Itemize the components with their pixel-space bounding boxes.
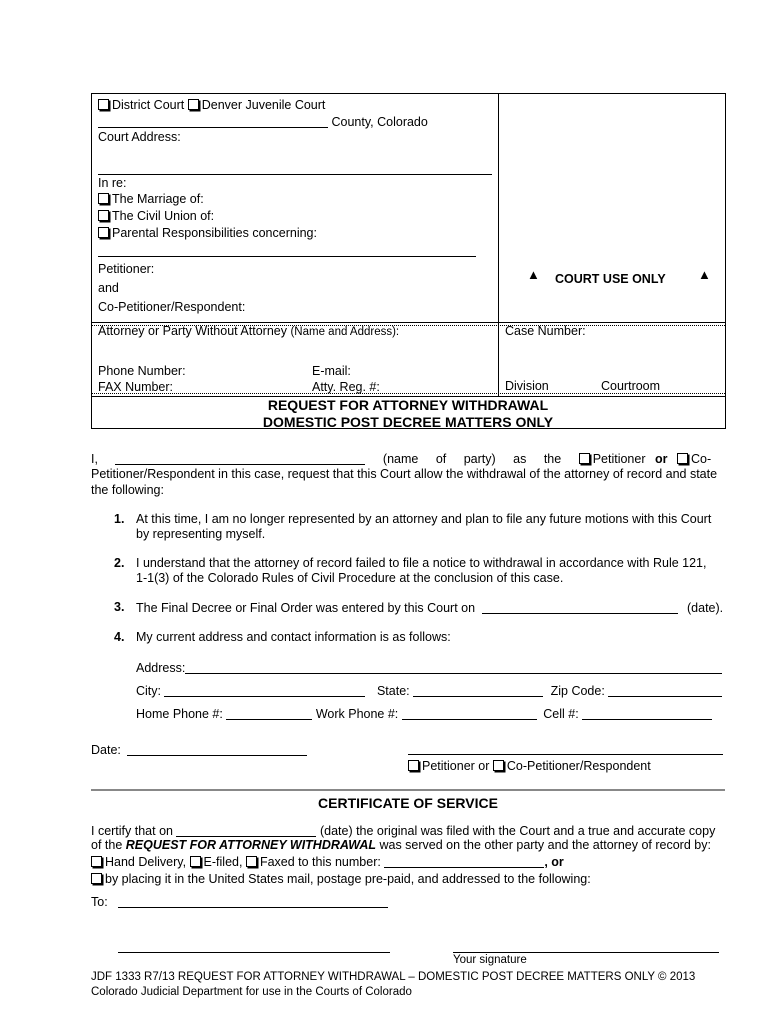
- home-phone-label: Home Phone #:: [136, 707, 223, 721]
- item-1-line1: At this time, I am no longer represented by an attorney and plan to file any future motions with this Court: [136, 512, 712, 526]
- intro-or: or: [654, 452, 668, 466]
- date-label: Date:: [91, 743, 121, 757]
- intro-line3: the following:: [91, 483, 164, 497]
- marriage-label: The Marriage of:: [112, 192, 204, 206]
- footer-line1: JDF 1333 R7/13 REQUEST FOR ATTORNEY WITHDRAWAL – DOMESTIC POST DECREE MATTERS ONLY © 2013: [91, 971, 696, 983]
- certificate-line2: [91, 838, 711, 852]
- item-3-text: The Final Decree or Final Order was entered by this Court on: [136, 601, 476, 615]
- hand-delivery-label: Hand Delivery,: [105, 855, 187, 869]
- zip-field[interactable]: [608, 683, 722, 697]
- cert-form-name: REQUEST FOR ATTORNEY WITHDRAWAL: [125, 838, 376, 852]
- item-4-line1: My current address and contact information is as follows:: [136, 630, 451, 644]
- cert-line2-end: was served on the other party and the attorney of record by:: [379, 838, 711, 852]
- intro-co-label: Co-: [690, 452, 712, 466]
- date-row: [91, 742, 307, 757]
- signer-role: [408, 759, 651, 773]
- up-arrow-icon: ▲: [698, 267, 711, 282]
- district-court-checkbox[interactable]: [98, 99, 109, 110]
- attorney-label-text: Attorney or Party Without Attorney: [98, 324, 287, 338]
- juvenile-court-label: Denver Juvenile Court: [201, 98, 326, 112]
- item-2-line2: 1-1(3) of the Colorado Rules of Civil Procedure at the conclusion of this case.: [136, 571, 564, 585]
- item-4-number: 4.: [114, 630, 125, 644]
- state-label: State:: [376, 684, 410, 698]
- signature-line[interactable]: [408, 754, 723, 755]
- faxed-checkbox[interactable]: [246, 856, 257, 867]
- caption-dotted-line-2: [91, 393, 725, 394]
- cert-line1-start: I certify that on: [91, 824, 173, 838]
- item-1-number: 1.: [114, 512, 125, 526]
- caption-row-line: [91, 322, 725, 323]
- work-phone-field[interactable]: [402, 706, 537, 720]
- county-line: [98, 114, 428, 129]
- juvenile-court-checkbox[interactable]: [188, 99, 199, 110]
- efiled-checkbox[interactable]: [190, 856, 201, 867]
- service-methods: [91, 854, 564, 869]
- civil-union-option: [98, 209, 214, 223]
- certificate-line1: [91, 823, 715, 838]
- footer-line2: Colorado Judicial Department for use in the Courts of Colorado: [91, 986, 412, 998]
- division-label: Division: [505, 379, 549, 393]
- county-label: County, Colorado: [331, 115, 428, 129]
- state-field[interactable]: [413, 683, 543, 697]
- intro-petitioner-label: Petitioner: [592, 452, 646, 466]
- caption-divider: [498, 93, 499, 396]
- city-label: City:: [136, 684, 161, 698]
- form-title-line1: REQUEST FOR ATTORNEY WITHDRAWAL: [267, 397, 549, 413]
- civil-union-label: The Civil Union of:: [112, 209, 215, 223]
- faxed-label: Faxed to this number:: [259, 855, 381, 869]
- intro-petitioner-checkbox[interactable]: [579, 453, 590, 464]
- civil-union-checkbox[interactable]: [98, 210, 109, 221]
- date-field[interactable]: [127, 742, 307, 756]
- item-3-number: 3.: [114, 600, 125, 614]
- item-1-line2: by representing myself.: [136, 527, 266, 541]
- efiled-label: E-filed,: [203, 855, 243, 869]
- item-2-number: 2.: [114, 556, 125, 570]
- address-label: Address:: [136, 661, 186, 675]
- and-label: and: [98, 281, 119, 295]
- cell-field[interactable]: [582, 706, 712, 720]
- home-phone-field[interactable]: [226, 706, 312, 720]
- parties-field[interactable]: [98, 256, 476, 257]
- intro-line1: [91, 451, 725, 466]
- signer-petitioner-checkbox[interactable]: [408, 760, 419, 771]
- email-label: E-mail:: [312, 364, 351, 378]
- district-court-label: District Court: [112, 98, 185, 112]
- decree-date-field[interactable]: [482, 600, 678, 614]
- mail-option: [91, 872, 591, 886]
- service-or: , or: [544, 855, 564, 869]
- parental-option: [98, 226, 317, 240]
- mail-label: by placing it in the United States mail, postage pre-paid, and addressed to the following:: [105, 872, 591, 886]
- city-row: [136, 683, 722, 698]
- recipient-line-2[interactable]: [118, 952, 390, 953]
- marriage-option: [98, 192, 204, 206]
- county-field[interactable]: [98, 114, 328, 128]
- address-row: [136, 660, 722, 675]
- petitioner-label: Petitioner:: [98, 262, 155, 276]
- courtroom-label: Courtroom: [601, 379, 661, 393]
- mail-checkbox[interactable]: [91, 873, 102, 884]
- your-signature-line[interactable]: [453, 952, 719, 953]
- intro-line2: Petitioner/Respondent in this case, request that this Court allow the withdrawal of the attorney of record and state: [91, 467, 718, 481]
- cert-line1-end: (date) the original was filed with the Court and a true and accurate copy: [319, 824, 716, 838]
- fax-label: FAX Number:: [98, 380, 174, 394]
- phone-label: Phone Number:: [98, 364, 186, 378]
- recipient-line-1[interactable]: [118, 907, 388, 908]
- cell-label: Cell #:: [543, 707, 579, 721]
- item-3-date-label: (date).: [687, 601, 724, 615]
- signer-co-petitioner-checkbox[interactable]: [493, 760, 504, 771]
- certificate-divider: [91, 789, 725, 791]
- co-petitioner-label: Co-Petitioner/Respondent:: [98, 300, 246, 314]
- address-field[interactable]: [185, 660, 722, 674]
- hand-delivery-checkbox[interactable]: [91, 856, 102, 867]
- zip-label: Zip Code:: [550, 684, 605, 698]
- parental-label: Parental Responsibilities concerning:: [112, 226, 317, 240]
- intro-co-petitioner-checkbox[interactable]: [677, 453, 688, 464]
- fax-number-field[interactable]: [384, 854, 544, 868]
- item-3-line: [136, 600, 723, 615]
- your-signature-label: Your signature: [453, 954, 527, 966]
- signer-petitioner-label: Petitioner or: [422, 759, 490, 773]
- to-label: To:: [91, 895, 108, 909]
- party-name-field[interactable]: [115, 451, 365, 465]
- form-title-line2: DOMESTIC POST DECREE MATTERS ONLY: [262, 414, 554, 430]
- city-field[interactable]: [164, 683, 365, 697]
- up-arrow-icon: ▲: [527, 267, 540, 282]
- parental-checkbox[interactable]: [98, 227, 109, 238]
- intro-i: I,: [91, 452, 98, 466]
- court-address-label: Court Address:: [98, 130, 181, 144]
- atty-reg-label: Atty. Reg. #:: [312, 380, 380, 394]
- case-number-label: Case Number:: [505, 324, 586, 338]
- court-use-only-label: COURT USE ONLY: [555, 272, 666, 286]
- attorney-label: [98, 324, 399, 338]
- court-selection: [98, 98, 325, 112]
- signer-co-petitioner-label: Co-Petitioner/Respondent: [506, 759, 651, 773]
- cert-line2-start: of the: [91, 838, 123, 852]
- intro-name-of-party: (name of party) as the: [382, 452, 562, 466]
- item-2-line1: I understand that the attorney of record failed to file a notice to withdrawal in accordance with Rule 121,: [136, 556, 707, 570]
- work-phone-label: Work Phone #:: [315, 707, 399, 721]
- court-address-field[interactable]: [98, 174, 492, 175]
- service-date-field[interactable]: [176, 823, 316, 837]
- attorney-sublabel: (Name and Address):: [290, 326, 400, 338]
- marriage-checkbox[interactable]: [98, 193, 109, 204]
- certificate-heading: CERTIFICATE OF SERVICE: [318, 795, 498, 811]
- in-re-label: In re:: [98, 176, 127, 190]
- phone-row: [136, 706, 712, 721]
